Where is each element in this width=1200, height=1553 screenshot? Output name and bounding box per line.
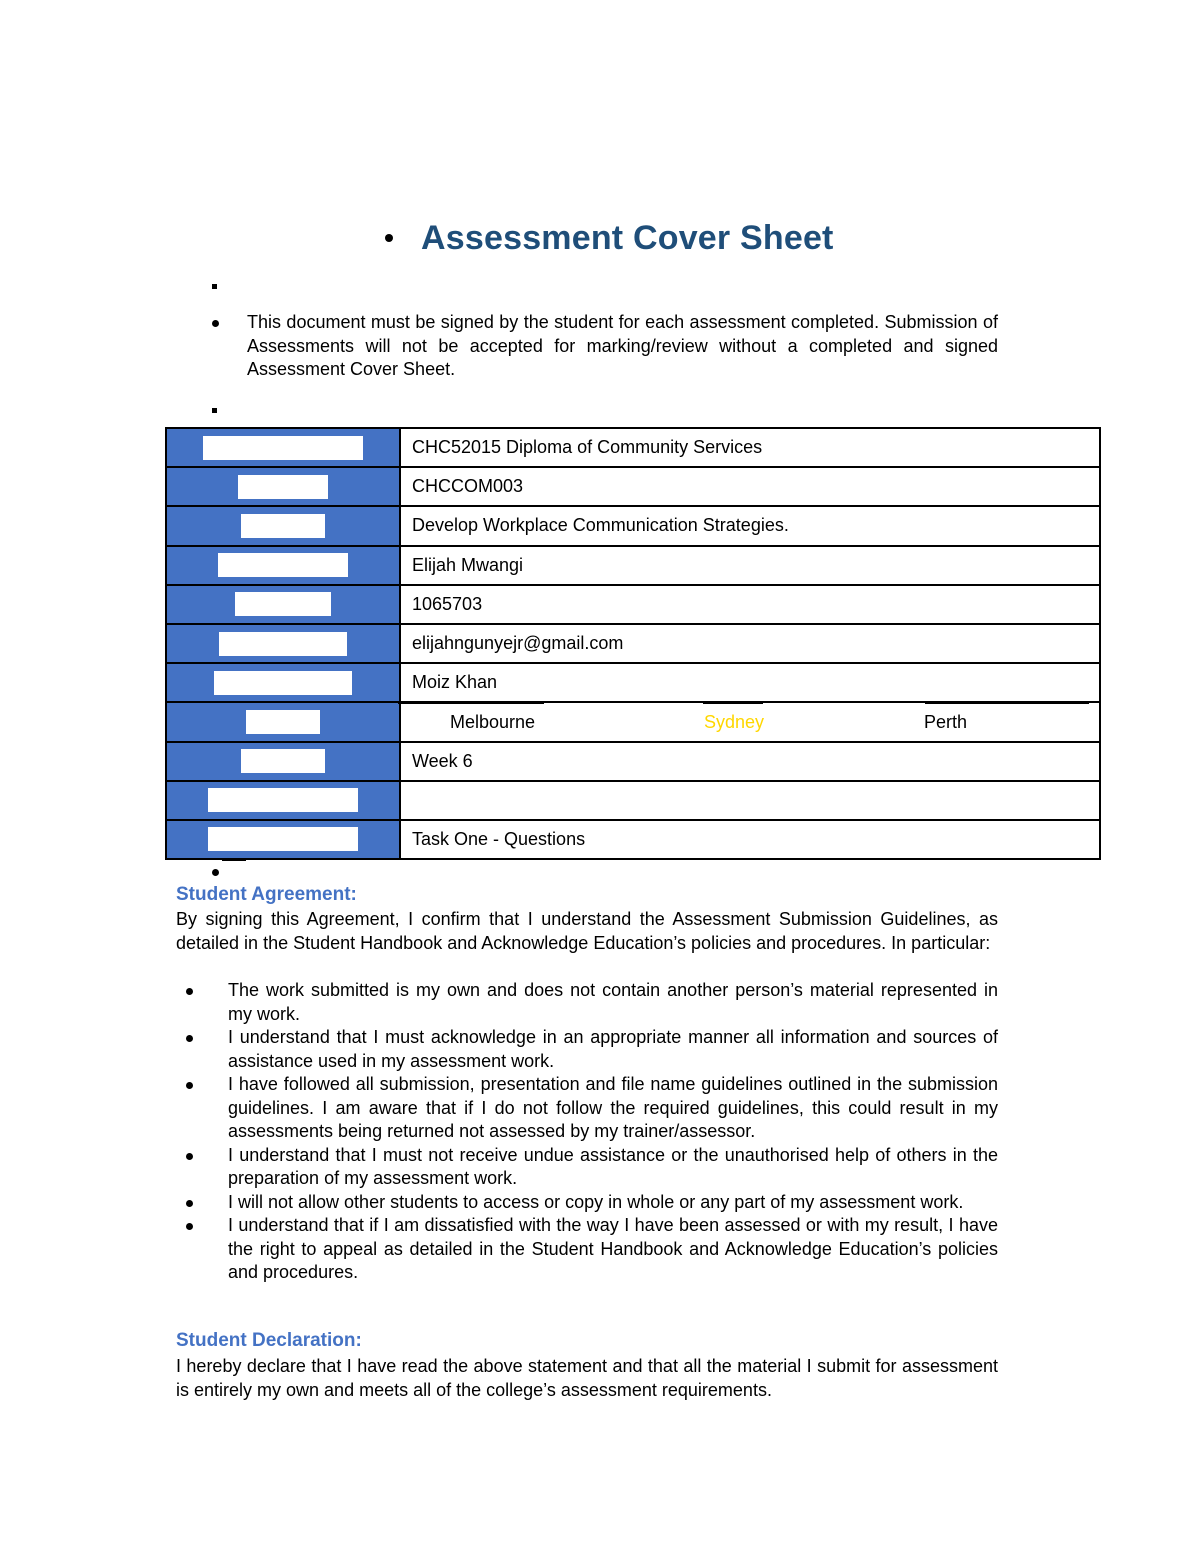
cover-sheet-table [165,427,1101,860]
student-id-value: 1065703 [400,585,1100,624]
agreement-list [176,979,998,1285]
bullet-icon [186,1153,193,1160]
table-row [166,820,1100,859]
redacted-label [241,749,325,773]
label-cell [166,820,400,859]
bullet-icon [212,869,219,876]
label-cell [166,742,400,781]
square-bullet-icon [212,284,217,289]
divider [222,859,246,861]
intro-block [212,311,998,382]
table-row [166,742,1100,781]
redacted-label [241,514,325,538]
bullet-icon [212,320,219,327]
list-item-text: I understand that I must not receive undue assistance or the unauthorised help of others in the preparation of my assessment work. [228,1144,998,1188]
table-row [166,781,1100,820]
campus-underline [925,702,1089,704]
list-item-text: I understand that if I am dissatisfied with the way I have been assessed or with my result, I have the right to appeal as detailed in the Student Handbook and Acknowledge Education’s policies and procedures. [228,1215,998,1282]
blank-value [400,781,1100,820]
label-cell [166,781,400,820]
label-cell [166,585,400,624]
square-bullet-icon [212,408,217,413]
list-item-text: I have followed all submission, presentation and file name guidelines outlined in the submission guidelines. I am aware that if I do not follow the required guidelines, this could result in my assessments being returned not assessed by my trainer/assessor. [228,1074,998,1141]
list-item [176,1214,998,1285]
label-cell [166,546,400,585]
list-item [176,979,998,1026]
redacted-label [238,475,328,499]
campus-option-sydney: Sydney [704,712,765,733]
list-item [176,1026,998,1073]
page-title: Assessment Cover Sheet [421,218,834,257]
redacted-label [246,710,320,734]
label-cell [166,663,400,702]
unit-title-value: Develop Workplace Communication Strategies. [400,506,1100,545]
bullet-icon [186,1035,193,1042]
table-row [166,624,1100,663]
redacted-label [208,788,358,812]
table-row [166,506,1100,545]
campus-underline [398,702,544,704]
declaration-heading: Student Declaration: [176,1330,362,1351]
email-value: elijahngunyejr@gmail.com [400,624,1100,663]
redacted-label [208,827,358,851]
bullet-icon [186,1223,193,1230]
agreement-intro: By signing this Agreement, I confirm that I understand the Assessment Submission Guidelines, as detailed in the Student Handbook and Acknowledge Education’s policies and procedures. In particular: [176,909,998,953]
campus-option-perth: Perth [924,712,968,733]
campus-option-melbourne: Melbourne [450,712,536,733]
trainer-value: Moiz Khan [400,663,1100,702]
unit-code-value: CHCCOM003 [400,467,1100,506]
task-value: Task One - Questions [400,820,1100,859]
intro-text: This document must be signed by the student for each assessment completed. Submission of Assessments will not be accepted for marking/review without a completed and signed Assessment Cover Sheet. [247,312,998,379]
redacted-label [218,553,348,577]
table-row [166,546,1100,585]
table-row [166,702,1100,741]
redacted-label [203,436,363,460]
bullet-icon [385,234,393,242]
list-item-text: The work submitted is my own and does not contain another person’s material represented in my work. [228,980,998,1024]
student-name-value: Elijah Mwangi [400,546,1100,585]
table-row [166,663,1100,702]
list-item-text: I will not allow other students to access or copy in whole or any part of my assessment work. [228,1191,964,1212]
label-cell [166,624,400,663]
list-item [176,1191,998,1215]
table-row [166,585,1100,624]
label-cell [166,428,400,467]
week-value: Week 6 [400,742,1100,781]
title-row [385,214,834,262]
table-row [166,467,1100,506]
label-cell [166,702,400,741]
campus-cell [400,702,1100,741]
bullet-icon [186,1200,193,1207]
table-row [166,428,1100,467]
redacted-label [214,671,352,695]
agreement-heading: Student Agreement: [176,884,357,905]
bullet-icon [186,1082,193,1089]
bullet-icon [186,988,193,995]
list-item [176,1073,998,1144]
label-cell [166,467,400,506]
list-item [176,1144,998,1191]
redacted-label [219,632,347,656]
label-cell [166,506,400,545]
campus-underline [703,702,763,704]
redacted-label [235,592,331,616]
list-item-text: I understand that I must acknowledge in an appropriate manner all information and sources of assistance used in my assessment work. [228,1027,998,1071]
declaration-text: I hereby declare that I have read the above statement and that all the material I submit for assessment is entirely my own and meets all of the college’s assessment requirements. [176,1356,998,1400]
course-value: CHC52015 Diploma of Community Services [400,428,1100,467]
